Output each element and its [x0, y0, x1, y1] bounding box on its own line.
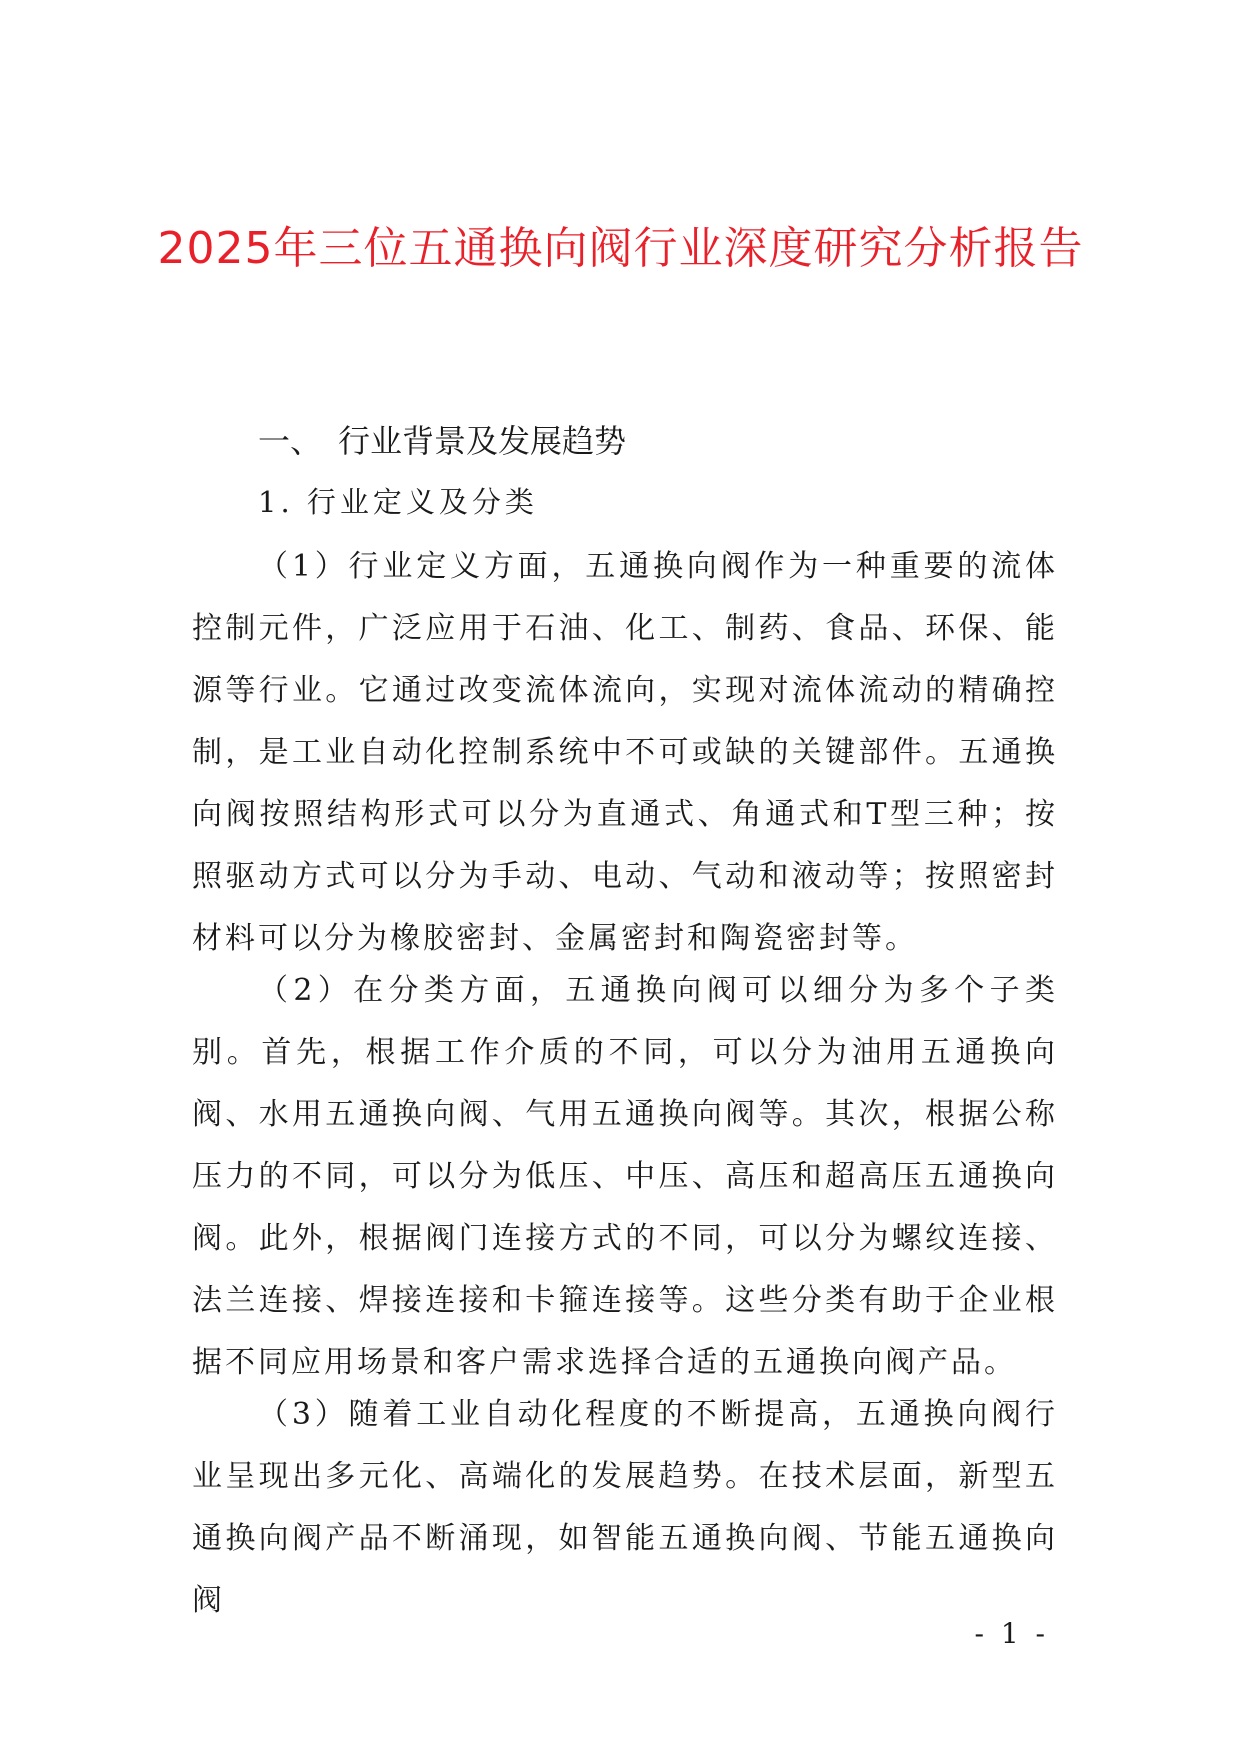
paragraph-2: （2）在分类方面，五通换向阀可以细分为多个子类别。首先，根据工作介质的不同，可以分为油用五通换向阀、水用五通换向阀、气用五通换向阀等。其次，根据公称压力的不同，可以分为低压、中压、高压和超高压五通换向阀。此外，根据阀门连接方式的不同，可以分为螺纹连接、法兰连接、焊接连接和卡箍连接等。这些分类有助于企业根据不同应用场景和客户需求选择合适的五通换向阀产品。 — [192, 973, 1058, 1380]
page-number: - 1 - — [974, 1617, 1049, 1650]
paragraph-3: （3）随着工业自动化程度的不断提高，五通换向阀行业呈现出多元化、高端化的发展趋势。在技术层面，新型五通换向阀产品不断涌现，如智能五通换向阀、节能五通换向阀 — [192, 1397, 1058, 1618]
paragraph-1: （1）行业定义方面，五通换向阀作为一种重要的流体控制元件，广泛应用于石油、化工、制药、食品、环保、能源等行业。它通过改变流体流向，实现对流体流动的精确控制，是工业自动化控制系统中不可或缺的关键部件。五通换向阀按照结构形式可以分为直通式、角通式和T型三种；按照驱动方式可以分为手动、电动、气动和液动等；按照密封材料可以分为橡胶密封、金属密封和陶瓷密封等。 — [192, 549, 1058, 956]
section-title: 行业背景及发展趋势 — [338, 422, 627, 460]
section-number: 一、 — [258, 422, 323, 460]
subsection-heading: 1. 行业定义及分类 — [258, 485, 538, 519]
section-heading — [258, 419, 626, 463]
document-title: 2025年三位五通换向阀行业深度研究分析报告 — [157, 223, 1084, 274]
